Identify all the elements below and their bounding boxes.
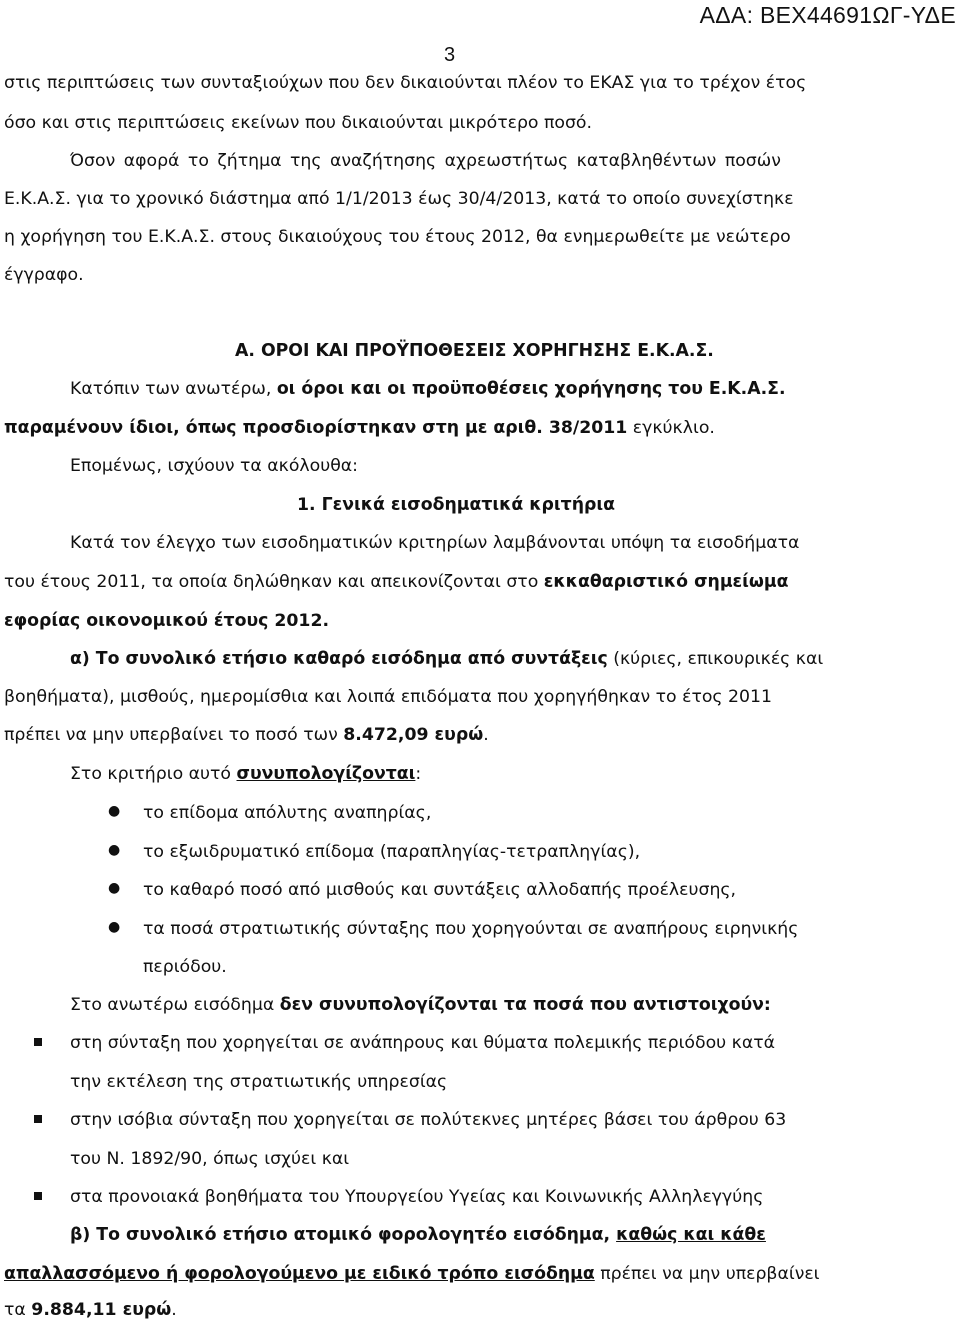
body-line (4, 417, 715, 439)
body-line: Επομένως, ισχύουν τα ακόλουθα: (70, 456, 359, 476)
list-item: στη σύνταξη που χορηγείται σε ανάπηρους και θύματα πολεμικής περιόδου κατά (70, 1033, 776, 1053)
body-line: εφορίας οικονομικού έτους 2012. (4, 611, 330, 631)
text-span: του έτους 2011, τα οποία δηλώθηκαν και απεικονίζονται στο (4, 572, 544, 592)
body-line: έγγραφο. (4, 265, 84, 285)
text-span: (κύριες, επικουρικές και (607, 649, 824, 669)
text-span: πρέπει να μην υπερβαίνει (594, 1264, 820, 1284)
list-item: στην ισόβια σύνταξη που χορηγείται σε πολύτεκνες μητέρες βάσει του άρθρου 63 (70, 1110, 787, 1130)
bold-text: β) Το συνολικό ετήσιο ατομικό φορολογητέο εισόδημα, (70, 1225, 617, 1245)
text-span: τα (4, 1300, 32, 1320)
text-span: Στο ανωτέρω εισόδημα (70, 995, 280, 1015)
body-line (4, 724, 489, 746)
body-line (70, 1224, 766, 1246)
list-item-continuation: περιόδου. (143, 957, 227, 977)
text-span: . (483, 725, 489, 745)
square-bullet-icon (34, 1192, 42, 1200)
bold-underlined-text: συνυπολογίζονται (236, 764, 416, 784)
bullet-dot-icon: ● (108, 919, 121, 935)
body-line (70, 648, 823, 670)
body-line: στις περιπτώσεις των συνταξιούχων που δεν δικαιούνται πλέον το ΕΚΑΣ για το τρέχον έτος (4, 73, 807, 93)
text-span: . (171, 1300, 177, 1320)
bold-text: οι όροι και οι προϋποθέσεις χορήγησης του Ε.Κ.Α.Σ. (276, 379, 786, 399)
body-line (70, 763, 421, 785)
bold-text: δεν συνυπολογίζονται τα ποσά που αντιστοιχούν: (279, 995, 771, 1015)
body-line (4, 571, 789, 593)
body-line (70, 378, 786, 400)
ada-code: ΑΔΑ: ΒΕΧ44691ΩΓ-ΥΔΕ (699, 2, 956, 28)
body-line: Όσον αφορά το ζήτημα της αναζήτησης αχρεωστήτως καταβληθέντων ποσών (70, 151, 781, 171)
list-item-continuation: την εκτέλεση της στρατιωτικής υπηρεσίας (70, 1072, 448, 1092)
body-line: η χορήγηση του Ε.Κ.Α.Σ. στους δικαιούχους του έτους 2012, θα ενημερωθείτε με νεώτερο (4, 227, 791, 247)
square-bullet-icon (34, 1038, 42, 1046)
body-line: βοηθήματα), μισθούς, ημερομίσθια και λοιπά επιδόματα που χορηγήθηκαν το έτος 2011 (4, 687, 773, 707)
text-span: : (415, 764, 422, 784)
list-item: τα ποσά στρατιωτικής σύνταξης που χορηγούνται σε αναπήρους ειρηνικής (143, 919, 799, 939)
bold-underlined-text: καθώς και κάθε (616, 1225, 766, 1245)
text-span: Κατόπιν των ανωτέρω, (70, 379, 277, 399)
bullet-dot-icon: ● (108, 803, 121, 819)
list-item: στα προνοιακά βοηθήματα του Υπουργείου Υγείας και Κοινωνικής Αλληλεγγύης (70, 1187, 764, 1207)
bullet-dot-icon: ● (108, 880, 121, 896)
text-span: πρέπει να μην υπερβαίνει το ποσό των (4, 725, 344, 745)
bold-text: 9.884,11 ευρώ (31, 1300, 172, 1320)
body-line: Κατά τον έλεγχο των εισοδηματικών κριτηρίων λαμβάνονται υπόψη τα εισοδήματα (70, 533, 800, 553)
list-item: το επίδομα απόλυτης αναπηρίας, (143, 803, 432, 823)
body-line: όσο και στις περιπτώσεις εκείνων που δικαιούνται μικρότερο ποσό. (4, 113, 592, 133)
body-line (70, 994, 771, 1016)
text-span: εγκύκλιο. (627, 418, 715, 438)
body-line (4, 1263, 820, 1285)
list-item: το καθαρό ποσό από μισθούς και συντάξεις αλλοδαπής προέλευσης, (143, 880, 737, 900)
bold-text: α) Το συνολικό ετήσιο καθαρό εισόδημα από συντάξεις (70, 649, 608, 669)
bullet-dot-icon: ● (108, 842, 121, 858)
section-title: Α. ΟΡΟΙ ΚΑΙ ΠΡΟΫΠΟΘΕΣΕΙΣ ΧΟΡΗΓΗΣΗΣ Ε.Κ.Α.Σ. (235, 341, 714, 361)
list-item-continuation: του Ν. 1892/90, όπως ισχύει και (70, 1149, 350, 1169)
subsection-title: 1. Γενικά εισοδηματικά κριτήρια (297, 495, 615, 515)
bold-text: 8.472,09 ευρώ (343, 725, 484, 745)
text-span: Στο κριτήριο αυτό (70, 764, 237, 784)
page-number: 3 (444, 44, 456, 66)
body-line: Ε.Κ.Α.Σ. για το χρονικό διάστημα από 1/1/2013 έως 30/4/2013, κατά το οποίο συνεχίστηκε (4, 189, 794, 209)
body-line (4, 1299, 177, 1321)
bold-text: παραμένουν ίδιοι, όπως προσδιορίστηκαν στη με αριθ. 38/2011 (4, 418, 628, 438)
bold-text: εκκαθαριστικό σημείωμα (543, 572, 789, 592)
list-item: το εξωιδρυματικό επίδομα (παραπληγίας-τετραπληγίας), (143, 842, 641, 862)
square-bullet-icon (34, 1115, 42, 1123)
bold-underlined-text: απαλλασσόμενο ή φορολογούμενο με ειδικό τρόπο εισόδημα (4, 1264, 595, 1284)
